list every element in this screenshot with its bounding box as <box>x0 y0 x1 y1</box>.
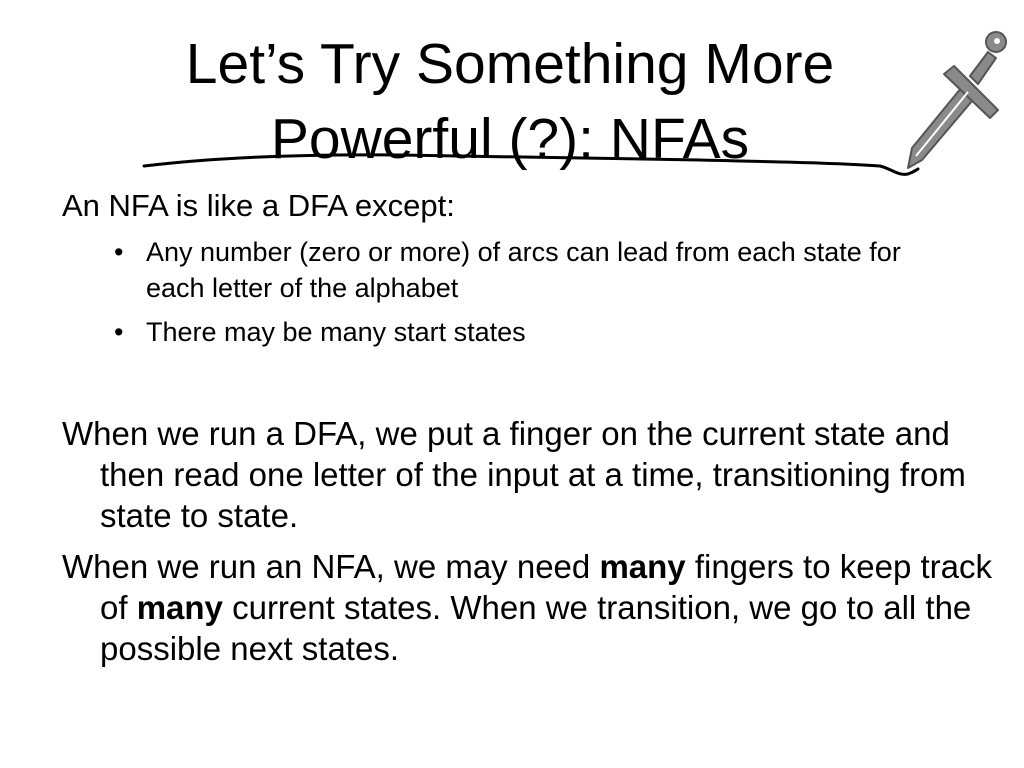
bullet-text: Any number (zero or more) of arcs can lead from each state for each letter of the alphabet <box>146 237 901 303</box>
nfa-emphasis-2: many <box>136 589 223 626</box>
title-underline <box>140 150 920 184</box>
bullet-item <box>114 234 914 306</box>
nfa-paragraph <box>62 546 1015 669</box>
bullet-text: There may be many start states <box>146 317 526 347</box>
nfa-text-2: fingers to keep track of <box>100 548 992 626</box>
bullet-dot-icon: • <box>114 237 124 267</box>
bullet-dot-icon: • <box>114 317 124 347</box>
nfa-text-3: current states. When we transition, we go to all the possible next states. <box>100 589 972 667</box>
title-line-1: Let’s Try Something More <box>185 32 835 96</box>
dfa-paragraph: When we run a DFA, we put a finger on the current state and then read one letter of the input at a time, transitioning from state to state. <box>62 415 966 534</box>
sword-icon <box>900 22 1014 172</box>
title-line-2: Powerful (?): NFAs <box>270 107 750 171</box>
lead-text: An NFA is like a DFA except: <box>62 188 455 223</box>
bullet-item <box>114 314 914 350</box>
nfa-emphasis-1: many <box>599 548 686 585</box>
nfa-text-1: When we run an NFA, we may need <box>62 548 600 585</box>
bullet-list <box>114 234 914 358</box>
